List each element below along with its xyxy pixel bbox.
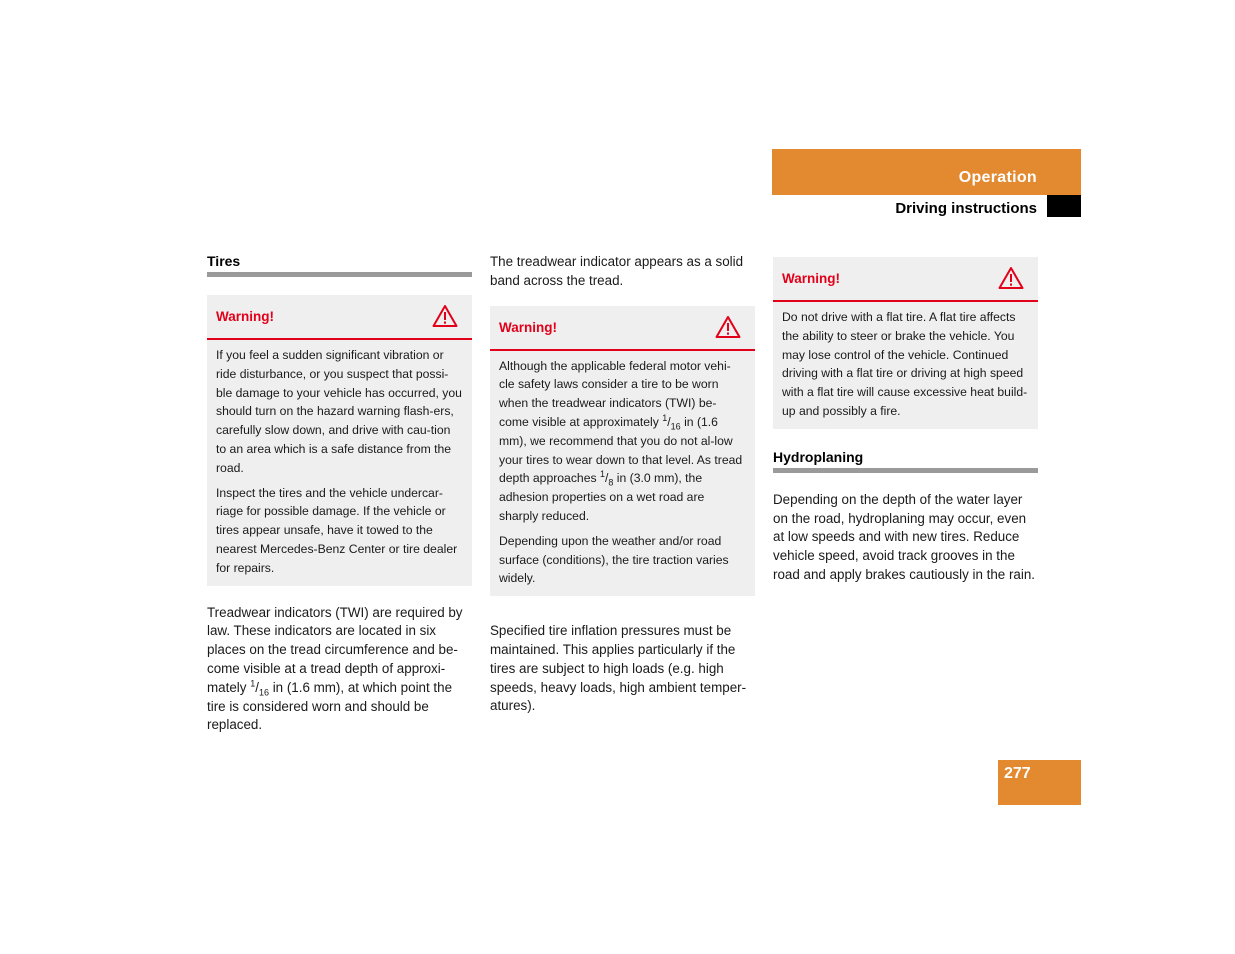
warning-triangle-icon — [998, 266, 1024, 290]
warning-paragraph: Depending upon the weather and/or road surface (conditions), the tire traction varies widely. — [499, 533, 729, 586]
warning-header — [773, 257, 1038, 302]
warning-body — [490, 351, 755, 597]
column-2 — [490, 253, 755, 716]
twi-paragraph: Treadwear indicators (TWI) are required by law. These indicators are located in six places on the tread circumference and be-come visible at a tread depth of approxi-mately $^1/_{16}$ in (1.6 mm), at which point the tire is considered worn and should be replaced. — [207, 604, 463, 733]
section-title: Operation — [958, 169, 1037, 186]
warning-body — [207, 340, 472, 586]
warning-paragraph: Although the applicable federal motor vehi-cle safety laws consider a tire to be worn when the treadwear indicators (TWI) be-come visible at approximately $^1/_{16}$ in (1.6 mm), we recommend that you do not al-low your tires to wear down to that level. As tread depth approaches $^1/_8$ in (3.0 mm), the adhesion properties on a wet road are sharply reduced. — [499, 358, 743, 523]
warning-title: Warning! — [216, 309, 274, 324]
section-tab — [772, 149, 1081, 195]
inflation-paragraph: Specified tire inflation pressures must be maintained. This applies particularly if the tires are subject to high loads (e.g. high speeds, heavy loads, high ambient temper-atures). — [490, 623, 747, 714]
page-number-tab — [998, 760, 1081, 805]
warning-box-vibration — [207, 295, 472, 586]
tires-heading: Tires — [207, 253, 472, 277]
warning-triangle-icon — [715, 315, 741, 339]
thumb-index-marker — [1047, 195, 1081, 217]
warning-text-b: in (1.6 mm), we recommend that you do not al-low your tires to wear down to that level. As tread depth approaches — [499, 414, 743, 486]
warning-title: Warning! — [782, 271, 840, 286]
warning-box-treadwear — [490, 306, 755, 597]
warning-paragraph: Do not drive with a flat tire. A flat tire affects the ability to steer or brake the vehicle. You may lose control of the vehicle. Continued driving with a flat tire or driving at high speed with a flat tire will cause excessive heat build-up and possibly a fire. — [782, 310, 1028, 418]
warning-paragraph: Inspect the tires and the vehicle undercar-riage for possible damage. If the vehicle or tires appear unsafe, have it towed to the nearest Mercedes-Benz Center or tire dealer for repairs. — [216, 485, 458, 575]
warning-body — [773, 302, 1038, 429]
column-1 — [207, 253, 472, 735]
fraction-denominator: 8 — [608, 477, 614, 488]
fraction-numerator: 1 — [250, 678, 256, 689]
fraction-denominator: 16 — [258, 687, 269, 698]
twi-text-b: in (1.6 mm), at which point the tire is considered worn and should be replaced. — [207, 679, 453, 733]
warning-text-a: Although the applicable federal motor vehi-cle safety laws consider a tire to be worn when the treadwear indicators (TWI) be-come visible at approximately — [499, 358, 731, 429]
hydroplaning-heading: Hydroplaning — [773, 449, 1038, 473]
fraction-numerator: 1 — [599, 469, 605, 480]
warning-box-flat-tire — [773, 257, 1038, 429]
hydroplaning-paragraph: Depending on the depth of the water layer on the road, hydroplaning may occur, even at low speeds and with new tires. Reduce vehicle speed, avoid track grooves in the road and apply brakes cautiously in the rain. — [773, 491, 1036, 582]
warning-text-c: in (3.0 mm), the adhesion properties on a wet road are sharply reduced. — [499, 471, 705, 523]
treadwear-intro: The treadwear indicator appears as a solid band across the tread. — [490, 254, 744, 288]
warning-triangle-icon — [432, 304, 458, 328]
warning-header — [207, 295, 472, 340]
subsection-title: Driving instructions — [895, 200, 1037, 217]
warning-title: Warning! — [499, 319, 557, 335]
fraction-denominator: 16 — [670, 421, 681, 432]
fraction-numerator: 1 — [662, 412, 668, 423]
warning-header — [490, 306, 755, 351]
warning-paragraph: If you feel a sudden significant vibration or ride disturbance, or you suspect that possi-ble damage to your vehicle has occurred, you should turn on the hazard warning flash-ers, carefully slow down, and drive with cau-tion to an area which is a safe distance from the road. — [216, 348, 462, 475]
twi-text-a: Treadwear indicators (TWI) are required by law. These indicators are located in six places on the tread circumference and be-come visible at a tread depth of approxi-mately — [207, 604, 463, 695]
page-number: 277 — [1004, 765, 1031, 782]
column-3 — [773, 257, 1038, 585]
